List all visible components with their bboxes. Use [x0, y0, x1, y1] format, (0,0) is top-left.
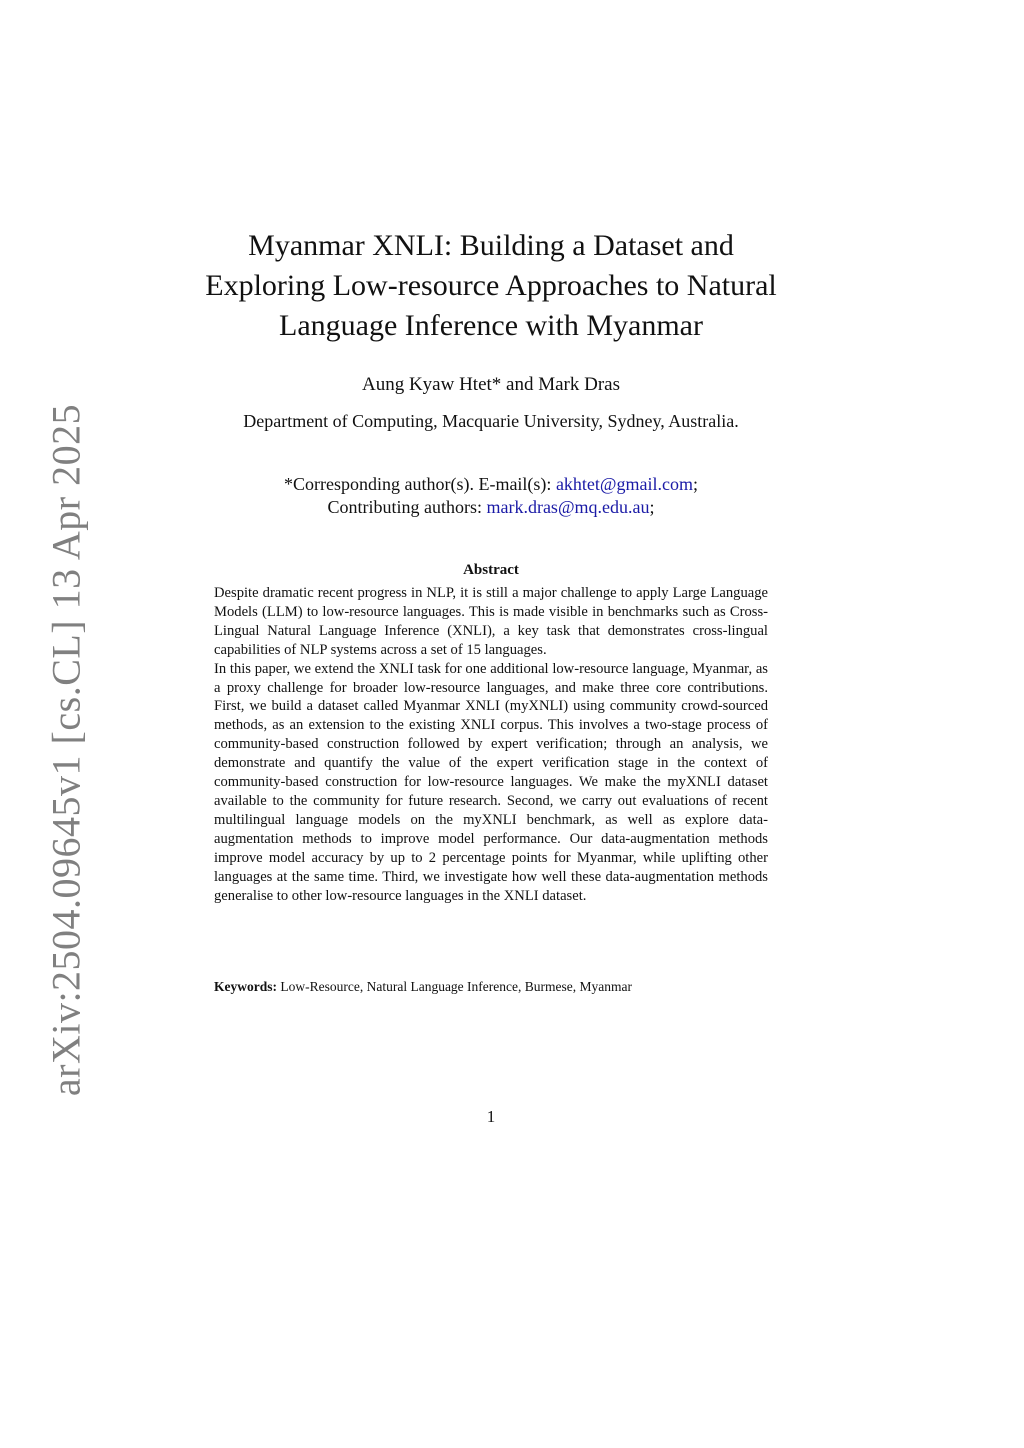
- contributing-label: Contributing authors:: [327, 497, 487, 517]
- arxiv-identifier-stamp: arXiv:2504.09645v1 [cs.CL] 13 Apr 2025: [43, 403, 89, 1097]
- corresponding-author-line: [180, 473, 802, 496]
- keywords-label: Keywords:: [214, 979, 277, 994]
- corresponding-email-link[interactable]: akhtet@gmail.com: [555, 474, 693, 494]
- author-list: Aung Kyaw Htet* and Mark Dras: [361, 374, 621, 395]
- contributing-email-link[interactable]: mark.dras@mq.edu.au: [486, 497, 650, 517]
- contact-block: [180, 473, 802, 519]
- title-line: Language Inference with Myanmar: [279, 309, 703, 342]
- separator: ;: [649, 497, 655, 517]
- paper-title: [180, 226, 802, 346]
- keywords-text: Low-Resource, Natural Language Inference, Burmese, Myanmar: [277, 979, 632, 994]
- abstract-paragraph: In this paper, we extend the XNLI task for one additional low-resource language, Myanmar, as a proxy challenge for broader low-resource languages, and make three core contributions. First, we build a dataset called Myanmar XNLI (myXNLI) using community crowd-sourced methods, as an extension to the existing XNLI corpus. This involves a two-stage process of community-based construction followed by expert verification; through an analysis, we demonstrate and quantify the value of the expert verification stage in the context of community-based construction for low-resource languages. We make the myXNLI dataset available to the community for future research. Second, we carry out evaluations of recent multilingual language models on the myXNLI benchmark, as well as explore data-augmentation methods to improve model performance. Our data-augmentation methods improve model accuracy by up to 2 percentage points for Myanmar, while uplifting other languages at the same time. Third, we investigate how well these data-augmentation methods generalise to other low-resource languages in the XNLI dataset.: [214, 660, 768, 904]
- affiliation: Department of Computing, Macquarie University, Sydney, Australia.: [243, 411, 739, 431]
- page-number: 1: [486, 1107, 496, 1126]
- corresponding-label: *Corresponding author(s). E-mail(s):: [283, 474, 556, 494]
- abstract-heading: Abstract: [463, 562, 519, 578]
- separator: ;: [692, 474, 698, 494]
- title-line: Myanmar XNLI: Building a Dataset and: [248, 229, 734, 262]
- title-line: Exploring Low-resource Approaches to Natural: [205, 269, 777, 302]
- contributing-authors-line: [180, 496, 802, 519]
- abstract-body: [214, 584, 768, 905]
- abstract-paragraph: Despite dramatic recent progress in NLP, it is still a major challenge to apply Large Language Models (LLM) to low-resource languages. This is made visible in benchmarks such as Cross-Lingual Natural Language Inference (XNLI), a key task that demonstrates cross-lingual capabilities of NLP systems across a set of 15 languages.: [214, 585, 768, 658]
- keywords-line: [214, 978, 768, 996]
